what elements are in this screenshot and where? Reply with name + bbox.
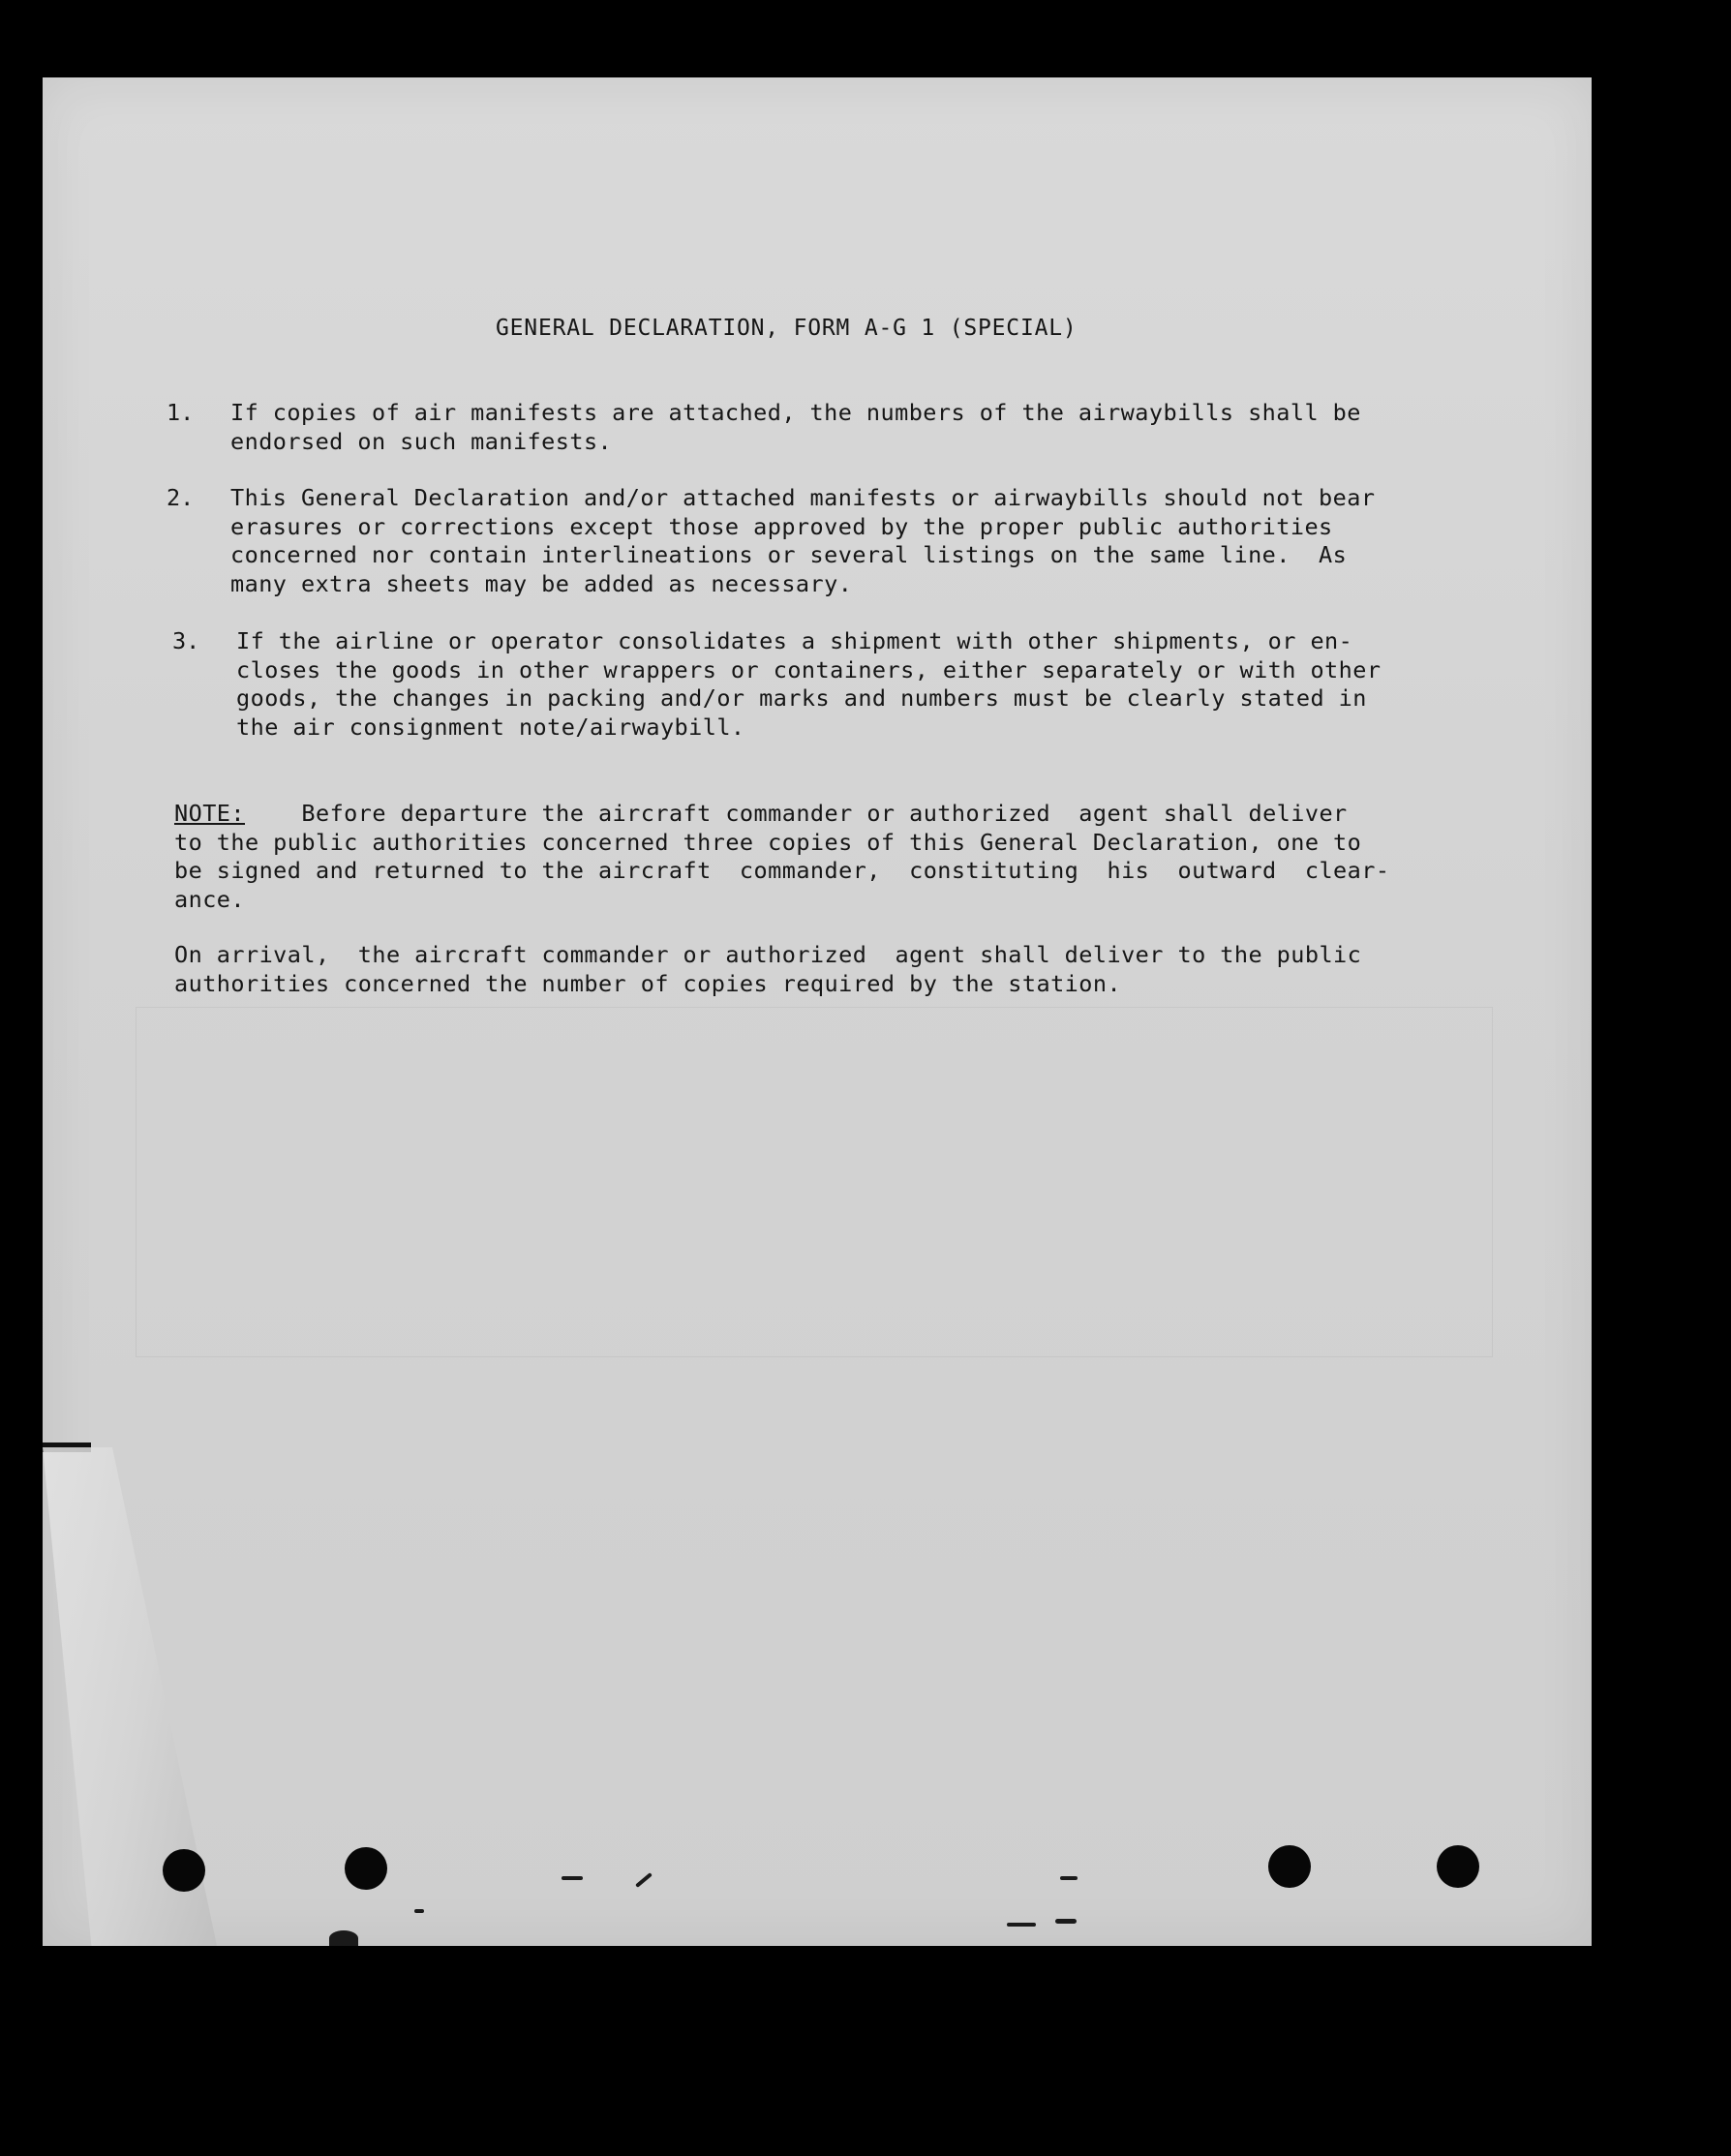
note-paragraph bbox=[174, 800, 1462, 914]
item-line: closes the goods in other wrappers or containers, either separately or with other bbox=[236, 655, 1382, 683]
item-text bbox=[230, 399, 1361, 456]
note-line: be signed and returned to the aircraft commander, constituting his outward clear- bbox=[174, 857, 1390, 884]
item-line: This General Declaration and/or attached manifests or airwaybills should not bear bbox=[230, 484, 1376, 511]
punch-hole bbox=[1437, 1845, 1479, 1888]
item-text bbox=[236, 627, 1381, 742]
ink-mark bbox=[1060, 1876, 1078, 1880]
arrival-line: authorities concerned the number of copies required by the station. bbox=[174, 969, 1122, 997]
item-line: erasures or corrections except those approved by the proper public authorities bbox=[230, 512, 1333, 540]
punch-hole bbox=[163, 1849, 205, 1892]
note-label: NOTE: bbox=[174, 800, 245, 827]
bleed-through-table bbox=[136, 1007, 1493, 1357]
item-line: many extra sheets may be added as necessary. bbox=[230, 569, 853, 597]
item-line: goods, the changes in packing and/or marks and numbers must be clearly stated in bbox=[236, 684, 1367, 712]
note-first-line-text: Before departure the aircraft commander or authorized agent shall deliver bbox=[245, 800, 1348, 827]
item-line: the air consignment note/airwaybill. bbox=[236, 713, 745, 741]
ink-mark bbox=[1055, 1919, 1077, 1924]
item-number: 1. bbox=[167, 399, 195, 426]
page-title: GENERAL DECLARATION, FORM A-G 1 (SPECIAL) bbox=[496, 316, 1078, 341]
item-line: If copies of air manifests are attached, the numbers of the airwaybills shall be bbox=[230, 399, 1361, 426]
note-line: ance. bbox=[174, 885, 245, 913]
ink-mark bbox=[1007, 1923, 1036, 1927]
punch-hole bbox=[1268, 1845, 1311, 1888]
item-line: concerned nor contain interlineations or several listings on the same line. As bbox=[230, 541, 1348, 568]
ink-mark bbox=[562, 1876, 583, 1880]
ink-mark bbox=[414, 1909, 424, 1913]
item-number: 2. bbox=[167, 484, 195, 511]
item-line: If the airline or operator consolidates a shipment with other shipments, or en- bbox=[236, 627, 1353, 654]
ink-mark bbox=[329, 1930, 358, 1946]
note-line: to the public authorities concerned three copies of this General Declaration, one to bbox=[174, 828, 1362, 856]
punch-hole bbox=[345, 1847, 387, 1890]
arrival-paragraph bbox=[174, 941, 1462, 998]
item-number: 3. bbox=[172, 627, 200, 654]
arrival-line: On arrival, the aircraft commander or authorized agent shall deliver to the public bbox=[174, 941, 1362, 968]
item-text bbox=[230, 484, 1375, 598]
item-line: endorsed on such manifests. bbox=[230, 427, 613, 455]
note-first-line bbox=[174, 800, 1462, 829]
